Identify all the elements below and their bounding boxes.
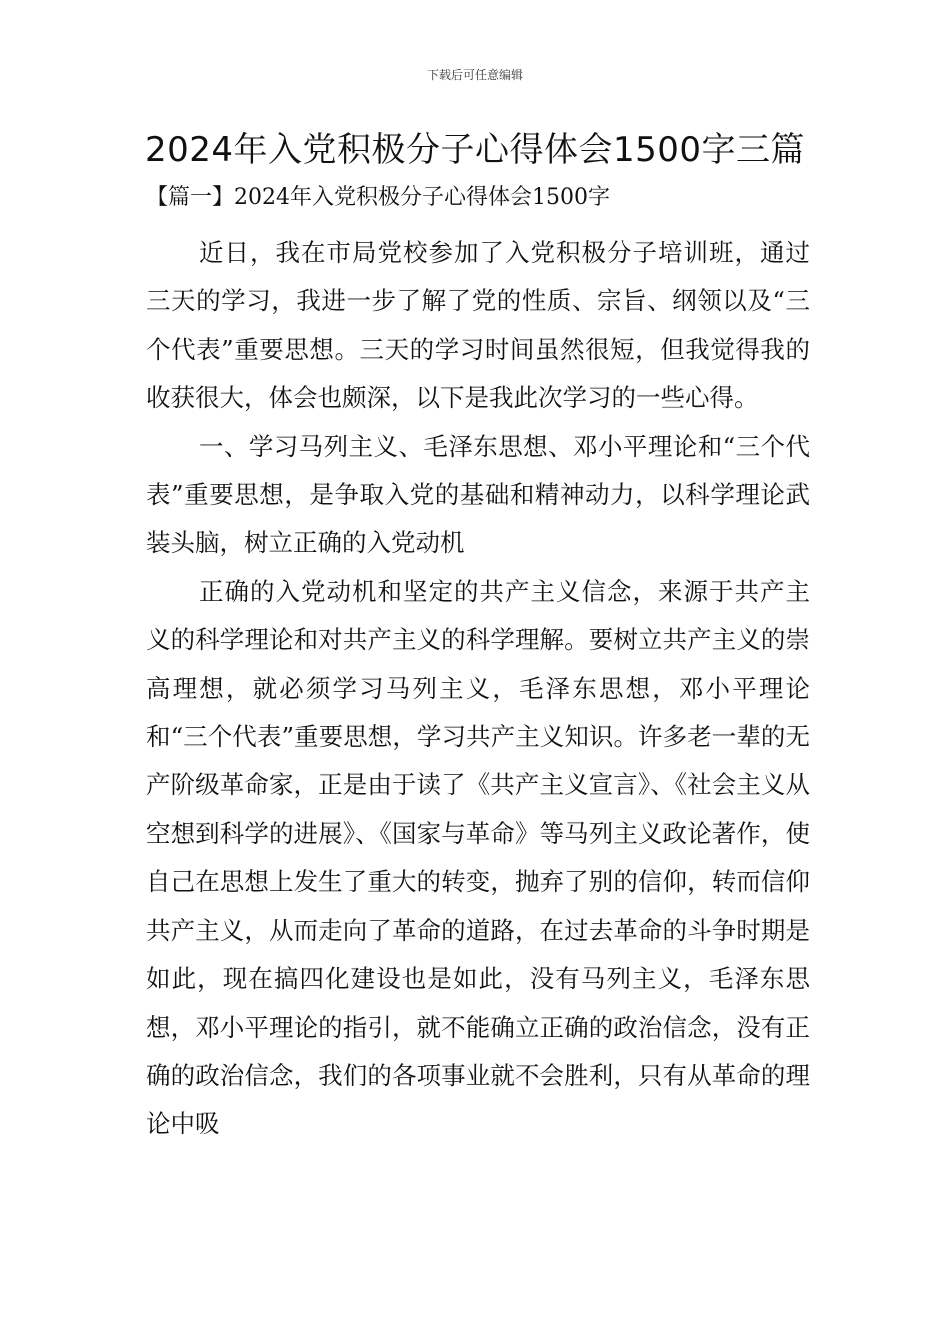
section-heading: 【篇一】2024年入党积极分子心得体会1500字 [146,185,610,210]
body-text [146,229,810,1149]
paragraph-point-one: 一、学习马列主义、毛泽东思想、邓小平理论和“三个代表”重要思想，是争取入党的基础和精神动力，以科学理论武装头脑，树立正确的入党动机 [146,431,810,558]
paragraph-detail: 正确的入党动机和坚定的共产主义信念，来源于共产主义的科学理论和对共产主义的科学理解。要树立共产主义的崇高理想，就必须学习马列主义，毛泽东思想，邓小平理论和“三个代表”重要思想，学习共产主义知识。许多老一辈的无产阶级革命家，正是由于读了《共产主义宣言》、《社会主义从空想到科学的进展》、《国家与革命》等马列主义政论著作，使自己在思想上发生了重大的转变，抛弃了别的信仰，转而信仰共产主义，从而走向了革命的道路，在过去革命的斗争时期是如此，现在搞四化建设也是如此，没有马列主义，毛泽东思想，邓小平理论的指引，就不能确立正确的政治信念，没有正确的政治信念，我们的各项事业就不会胜利，只有从革命的理论中吸 [146,576,810,1139]
paragraph-intro: 近日，我在市局党校参加了入党积极分子培训班，通过三天的学习，我进一步了解了党的性质、宗旨、纲领以及“三个代表”重要思想。三天的学习时间虽然很短，但我觉得我的收获很大，体会也颇深，以下是我此次学习的一些心得。 [146,238,810,413]
header-note: 下载后可任意编辑 [426,68,523,82]
document-title: 2024年入党积极分子心得体会1500字三篇 [144,130,806,170]
